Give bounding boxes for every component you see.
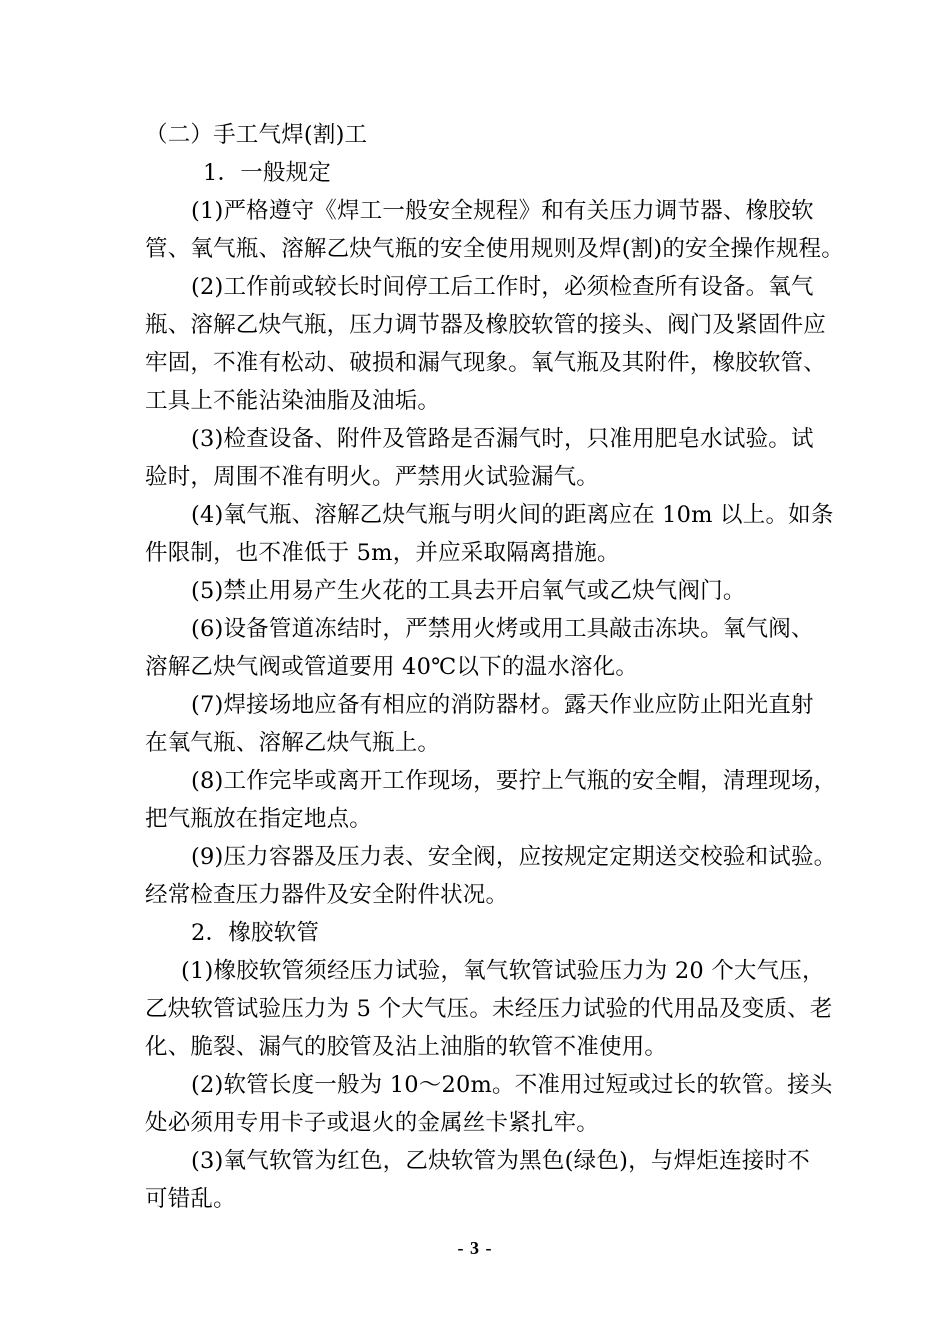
text-line: 1．一般规定 (203, 160, 332, 186)
text-line: 可错乱。 (145, 1186, 236, 1212)
text-line: 2．橡胶软管 (191, 920, 320, 946)
text-line: (3)氧气软管为红色，乙炔软管为黑色(绿色)，与焊炬连接时不 (191, 1148, 810, 1174)
text-line: (9)压力容器及压力表、安全阀，应按规定定期送交校验和试验。 (191, 844, 837, 870)
page-number: - 3 - (457, 1238, 493, 1258)
text-line: 在氧气瓶、溶解乙炔气瓶上。 (145, 730, 441, 756)
text-line: 瓶、溶解乙炔气瓶，压力调节器及橡胶软管的接头、阀门及紧固件应 (145, 312, 827, 338)
text-line: 管、氧气瓶、溶解乙炔气瓶的安全使用规则及焊(割)的安全操作规程。 (145, 236, 844, 262)
text-line: 件限制，也不准低于 5m，并应采取隔离措施。 (145, 540, 620, 566)
text-line: （二）手工气焊(割)工 (145, 122, 368, 148)
text-line: (1)严格遵守《焊工一般安全规程》和有关压力调节器、橡胶软 (191, 198, 814, 224)
text-line: 溶解乙炔气阀或管道要用 40℃以下的温水溶化。 (145, 654, 639, 680)
text-line: (7)焊接场地应备有相应的消防器材。露天作业应防止阳光直射 (191, 692, 814, 718)
text-line: 工具上不能沾染油脂及油垢。 (145, 388, 441, 414)
text-line: (5)禁止用易产生火花的工具去开启氧气或乙炔气阀门。 (191, 578, 746, 604)
text-line: (2)软管长度一般为 10～20m。不准用过短或过长的软管。接头 (191, 1072, 833, 1098)
text-line: (3)检查设备、附件及管路是否漏气时，只准用肥皂水试验。试 (191, 426, 814, 452)
text-line: (8)工作完毕或离开工作现场，要拧上气瓶的安全帽，清理现场， (191, 768, 837, 794)
text-line: 把气瓶放在指定地点。 (145, 806, 373, 832)
text-line: (6)设备管道冻结时，严禁用火烤或用工具敲击冻块。氧气阀、 (191, 616, 814, 642)
text-line: 乙炔软管试验压力为 5 个大气压。未经压力试验的代用品及变质、老 (145, 996, 833, 1022)
text-line: 化、脆裂、漏气的胶管及沾上油脂的软管不准使用。 (145, 1034, 668, 1060)
text-line: (1)橡胶软管须经压力试验，氧气软管试验压力为 20 个大气压， (181, 958, 825, 984)
text-line: (4)氧气瓶、溶解乙炔气瓶与明火间的距离应在 10m 以上。如条 (191, 502, 834, 528)
text-line: (2)工作前或较长时间停工后工作时，必须检查所有设备。氧气 (191, 274, 814, 300)
document-body (145, 116, 844, 1218)
text-line: 经常检查压力器件及安全附件状况。 (145, 882, 509, 908)
text-line: 验时，周围不准有明火。严禁用火试验漏气。 (145, 464, 600, 490)
text-line: 处必须用专用卡子或退火的金属丝卡紧扎牢。 (145, 1110, 600, 1136)
text-line: 牢固，不准有松动、破损和漏气现象。氧气瓶及其附件，橡胶软管、 (145, 350, 827, 376)
